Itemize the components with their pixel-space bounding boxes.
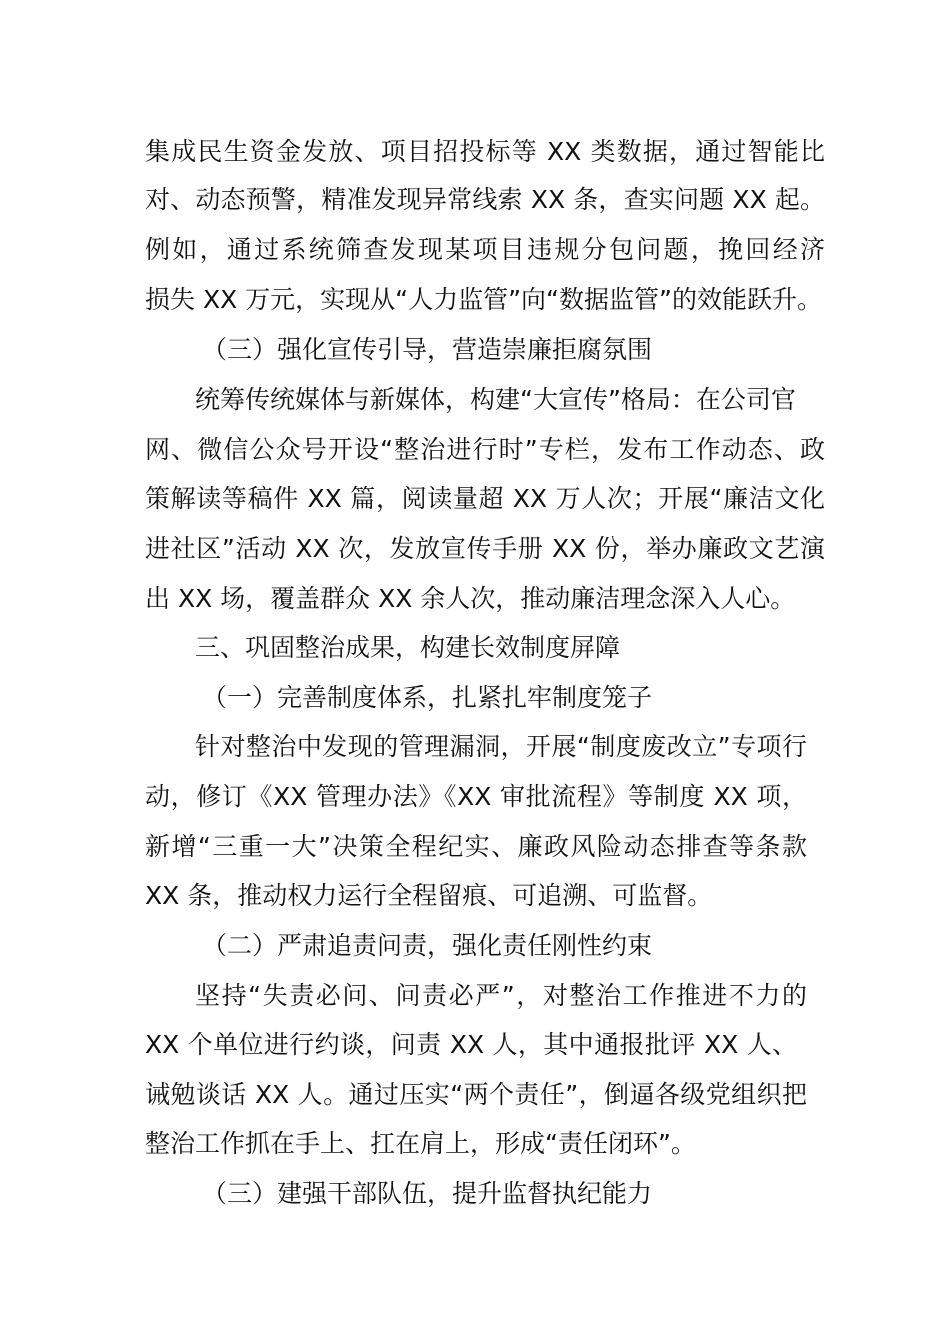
paragraph-first-line: 针对整治中发现的管理漏洞，开展“制度废改立”专项行 xyxy=(195,732,807,761)
body-text-line: 策解读等稿件 XX 篇，阅读量超 XX 万人次；开展“廉洁文化 xyxy=(145,484,825,513)
body-text-line: 网、微信公众号开设“整治进行时”专栏，发布工作动态、政 xyxy=(145,435,825,464)
subsection-heading: （一）完善制度体系，扎紧扎牢制度笼子 xyxy=(202,683,653,712)
body-text-line: XX 个单位进行约谈，问责 XX 人，其中通报批评 XX 人、 xyxy=(145,1030,797,1059)
body-text-line: 损失 XX 万元，实现从“人力监管”向“数据监管”的效能跃升。 xyxy=(145,285,822,314)
body-text-line: 出 XX 场，覆盖群众 XX 余人次，推动廉洁理念深入人心。 xyxy=(145,584,796,613)
body-text-line: 集成民生资金发放、项目招投标等 XX 类数据，通过智能比 xyxy=(145,137,825,166)
body-text-line: XX 条，推动权力运行全程留痕、可追溯、可监督。 xyxy=(145,881,713,910)
subsection-heading: （三）建强干部队伍，提升监督执纪能力 xyxy=(202,1179,653,1208)
body-text-line: 对、动态预警，精准发现异常线索 XX 条，查实问题 XX 起。 xyxy=(145,185,825,214)
section-heading: 三、巩固整治成果，构建长效制度屏障 xyxy=(195,633,621,662)
subsection-heading: （三）强化宣传引导，营造崇廉拒腐氛围 xyxy=(202,335,653,364)
body-text-line: 动，修订《XX 管理办法》《XX 审批流程》等制度 XX 项， xyxy=(145,782,807,811)
body-text-line: 例如，通过系统筛查发现某项目违规分包问题，挽回经济 xyxy=(145,235,825,264)
body-text-line: 进社区”活动 XX 次，发放宣传手册 XX 份，举办廉政文艺演 xyxy=(145,534,825,563)
paragraph-first-line: 统筹传统媒体与新媒体，构建“大宣传”格局：在公司官 xyxy=(195,385,796,414)
body-text-line: 整治工作抓在手上、扛在肩上，形成“责任闭环”。 xyxy=(145,1129,696,1158)
paragraph-first-line: 坚持“失责必问、问责必严”，对整治工作推进不力的 xyxy=(195,981,807,1010)
subsection-heading: （二）严肃追责问责，强化责任刚性约束 xyxy=(202,931,653,960)
body-text-line: 新增“三重一大”决策全程纪实、廉政风险动态排查等条款 xyxy=(145,832,807,861)
body-text-line: 诫勉谈话 XX 人。通过压实“两个责任”，倒逼各级党组织把 xyxy=(145,1080,807,1109)
